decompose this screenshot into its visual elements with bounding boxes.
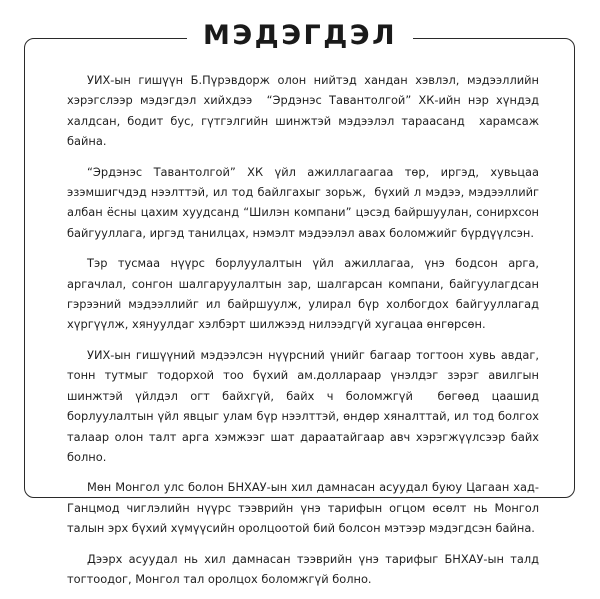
paragraph-3: Тэр тусмаа нүүрс борлуулалтын үйл ажиллагаа, үнэ бодсон арга, аргачлал, сонгон шалгаруулалтын зар, шалгарсан компани, байгуулагдсан гэрээний мэдээллийг ил байршуулж, улирал бүр холбогдох байгууллагад хүргүүлж, хянуулдаг хэлбэрт шилжээд нилээдгүй хугацаа өнгөрсөн. bbox=[67, 256, 539, 332]
paragraph-1: УИХ-ын гишүүн Б.Пүрэвдорж олон нийтэд хандан хэвлэл, мэдээллийн хэрэгслээр мэдэгдэл хийхдээ “Эрдэнэс Тавантолгой” ХК-ийн нэр хүндэд халдсан, бодит бус, гүтгэлгийн шинжтэй мэдээлэл тараасанд харамсаж байна. bbox=[67, 73, 539, 149]
paragraph-6: Дээрх асуудал нь хил дамнасан тээврийн үнэ тарифыг БНХАУ-ын талд тогтоодог, Монгол тал оролцох боломжгүй болно. bbox=[67, 551, 539, 586]
paragraph-4: УИХ-ын гишүүний мэдээлсэн нүүрсний үнийг багаар тогтоон хувь авдаг, тонн тутмыг тодорхой тоо бүхий ам.доллараар үнэлдэг зэрэг авилгын шинжтэй үйлдэл огт байхгүй, байх ч боломжгүй бөгөөд цаашид борлуулалтын үйл явцыг улам бүр нээлттэй, өндөр хяналттай, ил тод болгох талаар олон талт арга хэмжээг шат дараатайгаар авч хэрэгжүүлсээр байх болно. bbox=[67, 347, 539, 464]
paragraph-2: “Эрдэнэс Тавантолгой” ХК үйл ажиллагаагаа төр, иргэд, хувьцаа эзэмшигчдэд нээлттэй, ил тод байлгахыг зорьж, бүхий л мэдээ, мэдээллийг албан ёсны цахим хуудсанд “Шилэн компани” цэсэд байршуулан, сонирхсон байгууллага, иргэд танилцах, нэмэлт мэдээлэл авах боломжийг бүрдүүлсэн. bbox=[67, 164, 539, 240]
document-title: МЭДЭГДЭЛ bbox=[187, 14, 413, 58]
paragraph-5: Мөн Монгол улс болон БНХАУ-ын хил дамнасан асуудал буюу Цагаан хад-Ганцмод чиглэлийн нүүрс тээврийн үнэ тарифын огцом өсөлт нь Монгол талын эрх бүхий хүмүүсийн оролцоотой бий болсон мэтээр мэдэгдсэн байна. bbox=[67, 480, 539, 536]
document-body bbox=[67, 70, 539, 599]
title-container bbox=[0, 14, 600, 58]
